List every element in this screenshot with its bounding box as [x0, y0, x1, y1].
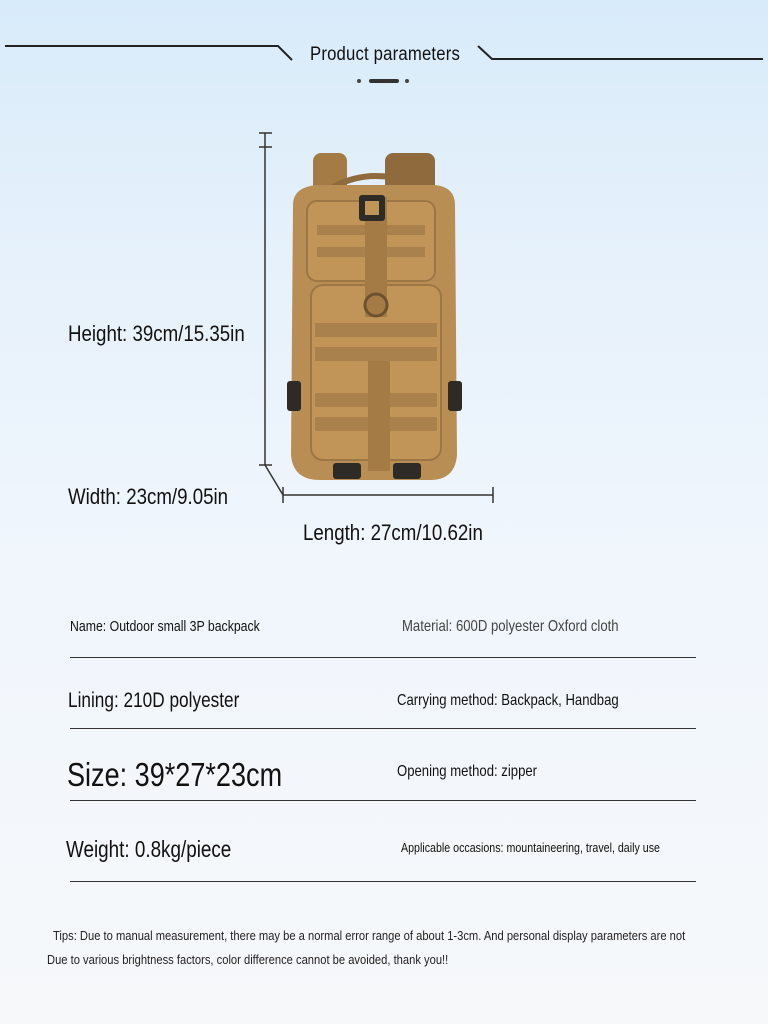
- param-weight: Weight: 0.8kg/piece: [66, 836, 232, 862]
- length-dimension-label: Length: 27cm/10.62in: [303, 520, 483, 545]
- section-header: [0, 38, 768, 88]
- param-opening-method: Opening method: zipper: [397, 763, 538, 780]
- param-material: Material: 600D polyester Oxford cloth: [402, 618, 619, 635]
- param-size: Size: 39*27*23cm: [67, 756, 283, 793]
- divider: [70, 800, 696, 801]
- section-title: Product parameters: [309, 44, 460, 65]
- width-dimension-label: Width: 23cm/9.05in: [68, 484, 229, 509]
- param-carrying-method: Carrying method: Backpack, Handbag: [397, 692, 619, 709]
- tips-line-2: Due to various brightness factors, color difference cannot be avoided, thank you!!: [47, 952, 449, 967]
- height-dimension-label: Height: 39cm/15.35in: [68, 321, 245, 346]
- divider: [70, 881, 696, 882]
- param-name: Name: Outdoor small 3P backpack: [70, 618, 260, 635]
- divider: [70, 728, 696, 729]
- param-lining: Lining: 210D polyester: [68, 689, 240, 712]
- tips-line-1: Tips: Due to manual measurement, there may be a normal error range of about 1-3cm. And personal display parameters are not: [53, 928, 686, 943]
- param-applicable-occasions: Applicable occasions: mountaineering, travel, daily use: [401, 840, 660, 855]
- divider: [70, 657, 696, 658]
- backpack-illustration: [255, 125, 505, 510]
